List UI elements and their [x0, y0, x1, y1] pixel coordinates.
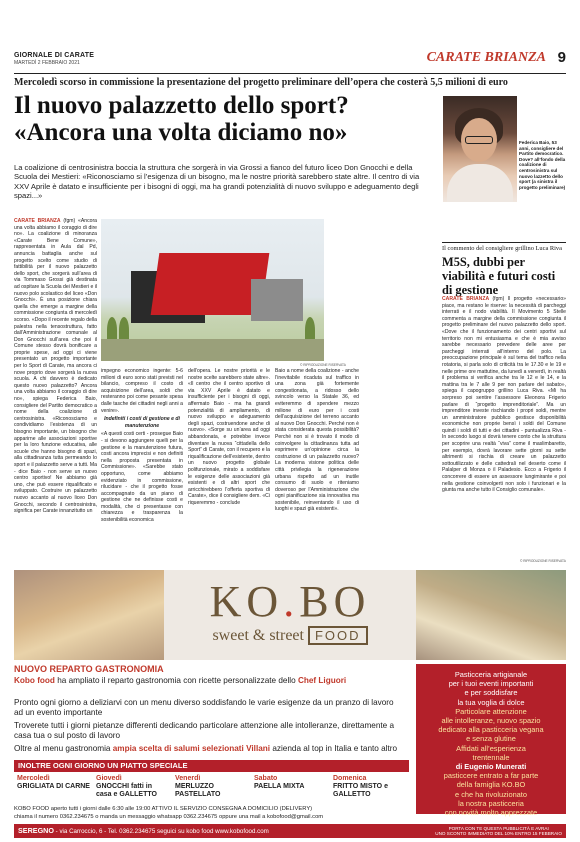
footer-discount-line-2: UNO SCONTO IMMEDIATO DEL 10% ENTRO 15 FEBBRAIO	[435, 831, 562, 837]
sidebar-title: M5S, dubbi per viabilità e futuri costi di gestione	[442, 255, 556, 297]
promo-line: e senza glutine	[466, 734, 516, 744]
sidebar-text	[442, 296, 566, 494]
dateline-tag: CARATE BRIANZA	[14, 218, 61, 224]
kobo-advertisement	[14, 570, 566, 838]
dateline-meta: (fgm)	[63, 218, 76, 224]
project-rendering	[101, 219, 324, 361]
sidebar-kicker: Il commento del consigliere grillino Luca Riva	[442, 245, 562, 252]
masthead-left	[14, 52, 94, 66]
article-lead: La coalizione di centrosinistra boccia la struttura che sorgerà in via Grossi a fianco del futuro liceo Don Gnocchi e della Scuola dei Mestieri: «Riconosciamo si l’esigenza di un bisogno, ma le nostre priorità sarebbero state altre. Il centro di via XXV Aprile è datato e insufficiente per i bisogni di oggi, ma ha grandi potenzialità di nuovo sviluppo e adeguamento degli spazi...»	[14, 163, 420, 201]
column-2-subheading: Indefiniti i costi di gestione e di manutenzione	[104, 416, 180, 429]
article-column-1	[14, 218, 97, 563]
ad-p1-text: ha ampliato il reparto gastronomia con ricette personalizzate dello	[54, 676, 298, 685]
daily-special	[251, 773, 330, 805]
promo-line: con novità molto apprezzate	[444, 808, 538, 818]
masthead	[14, 49, 566, 74]
masthead-rule	[14, 73, 566, 74]
sidebar-dateline-tag: CARATE BRIANZA	[442, 296, 490, 302]
promo-line: la tua voglia di dolce	[457, 697, 525, 707]
promo-line: e per soddisfare	[464, 688, 518, 698]
section-title: CARATE BRIANZA	[426, 50, 546, 65]
special-dish: MERLUZZO PASTELLATO	[175, 783, 221, 799]
render-building-grey	[251, 279, 303, 321]
special-dish: GRIGLIATA DI CARNE	[17, 783, 90, 791]
daily-special	[330, 773, 409, 805]
ad-p4-a: Oltre al menu gastronomia	[14, 744, 113, 753]
ad-chef-name: Chef Liguori	[297, 676, 347, 685]
promo-line: Particolare attenzione	[455, 706, 527, 716]
ad-paragraph-4	[14, 744, 414, 754]
article-credit: © RIPRODUZIONE RISERVATA	[300, 363, 346, 367]
photo-caption: Federica Baio, 53 anni, consigliere del Partito democratico. Dove? all’fondo della coalizione di centrosinistra sul nuovo lazzetto dello sport (a sinistra il progetto preliminare)	[519, 140, 566, 190]
column-3-text: dell’opera. Le nostre priorità e le nostre scelte sarebbero state altre». «Il centro che il centro sportivo di via XXV Aprile è datato e insufficiente per i bisogni di oggi, affermato Baio - ma ha grandi potenzialità di ampliamento, di nuovo sviluppo e adeguamento degli spazi, costruendone anche di nuovo». «Sorge su un’area ad oggi abbandonata, e potrebbe invece diventare la nuova “cittadella dello Sport” di Carate, con il recupero e la riqualificazione dell’esistente, dentro un nuovo progetto globale polifunzionale, mirato a soddisfare le esigenze delle associazioni già esistenti e di altri sport che arricchirebbero l’offerta sportiva di Carate», dice il consigliere dem. «Ci riqueremmo - conclude	[188, 368, 270, 506]
special-day: Mercoledì	[17, 775, 50, 782]
photo-glasses	[465, 136, 493, 144]
newspaper-name: GIORNALE DI CARATE	[14, 52, 95, 59]
column-1-body: «Ancora una volta abbiamo il coraggio di dire no». La coalizione di minoranza «Carate Bene Comune», rappresentata in Aula dal Pd, annuncia battaglia anche sul progetto scelto come studio di fattibilità per il nuovo palazzetto dello sport, che sorgerà sull’area di via Tommaso Grossi già destinata ad ospitare la Scuola dei Mestieri e il nuovo polo scolastico del liceo «Don Gnocchi». È una posizione chiara quella che emerge a margine della commissione congiunta di mercoledì scorso. «Dopo il recente regalo della palestra nella tensostruttura, fatto dall’Amministrazione comunale al Don Gnocchi sull’area che poi il Comune stesso dovrà bonificare a proprie spese, ad oggi ci viene presentato un progetto importante per lo Sport di Carate, ma ancora ci nove proprio dove sorgerà la nuova scuola. A chi davvero è dedicato questo nuovo palazzetto? Ancora una volta abbiamo il coraggio di dire no», spiega Federica Baio, consigliere del Partito democratico a nome della coalizione di centrosinistra. «Riconosciamo e condividiamo l’esistenza di un bisogno importante, un bisogno che apparirne alle associazioni sportive per la loro funzione educativa, alle scuole che hanno bisogno di spazi, alla cittadinanza tutta permeando lo sport e il palazzetto serve a tutti. Ma - dice Baio - non serve un nuovo centro sportivo! Ne abbiamo già uno, che può essere riqualificato e sviluppato. Costruire un palazzetto nuovo accanto al nuovo liceo Don Gnocchi, secondo il centrosinistra, significa per Carate innanzitutto un	[14, 218, 97, 515]
ad-paragraph-2: Pronto ogni giorno a deliziarvi con un menu diverso soddisfando le varie esigenze da un pranzo di lavoro ad un evento importante	[14, 698, 394, 718]
daily-special	[14, 773, 93, 805]
sidebar-body: Il progetto «necessario» piace, ma restano le riserve: la necessità di parcheggi interrati e il nodo viabilità. Il Movimento 5 Stelle commenta a margine della commissione congiunta il progetto preliminare del nuovo palazzetto dello sport. «Dove che il funzionamento dei centri sportivi sul territorio non mi entusiasma e che è mia avviso sarebbe necessario prevedere delle aree per parcheggi interrati all’interno del polo. La preoccupazione principale è sul tema del traffico nella rotatoria, si parla solo di criticità tra le 17.30 e le 19 e nelle prime ore mattutine, da lunedì a venerdì, in realtà il problema si verifica anche tra le 12 e le 14, e la mattina tra le 7 alle 9 per non parlare del sabato», spiega il capogruppo grillino Luca Riva. «Mi ha sorpreso poi sentire l’assessore Eleonora Frigerio parlare di “progetto imprenditoriale”. Ma un imprenditore investe rischiando i propri soldi, mentre un amministratore pubblico gestisce disponibilità economiche non proprie bensì i soldi del Comune quindi i soldi di tutti e dei cittadini - puntualizza Riva - In secondo luogo si dovrà tenere conto che la struttura per scoprire una realtà “viva” come il maslimbaretto, per esempio, dovrà lavorare sette giorni su sette altrimenti si rischia di creare un palazzetto sottoutilizzato e delle cattedrali nel deserto come il Palalper di Monza o il Paladesio. Ecco a Frigerio il concorrere di essere un assessore lungimirante e poi nella gestione coinvolgerti non solo i funzionari e la giunta ma anche tutto il Consiglio comunale».	[442, 296, 566, 494]
promo-line: pasticcere entrato a far parte	[443, 771, 539, 781]
daily-special	[172, 773, 251, 805]
logo-part-a: KO	[209, 577, 284, 626]
promo-line: di Eugenio Munerati	[455, 762, 527, 772]
ad-brand-name: Kobo food	[14, 676, 55, 685]
article-headline: Il nuovo palazzetto dello sport? «Ancora una volta diciamo no»	[14, 92, 349, 146]
kobo-tagline	[14, 627, 566, 645]
portrait-photo	[443, 96, 517, 202]
ad-pastry-promo	[416, 664, 566, 818]
ad-heading: NUOVO REPARTO GASTRONOMIA	[14, 664, 164, 674]
column-4-text: Baio a nome della coalizione - anche l’inevitabile ricaduta sul traffico in una zona già fortemente congestionata, a ridosso dello svincolo verso la Statale 36, ed eviteremmo di spendere mezzo milione di euro per i costi dell’acquisizione del terreno accanto al nuovo Don Gnocchi. Perché non è stata considerata questa possibilità? Perché non si è trovato il modo di coinvolgere la cittadinanza tutta ad esprimere un’opinione circa la costruzione di un palazzetto nuovo? La moderna visione politica delle città privilegia la rigenerazione urbana rispetto ad un inutile consumo di suolo e riteniamo doveroso per l’Amministrazione che ogni pianificazione sia innovativa ma sostenibile, reinventando il uso di luoghi e spazi già esistenti».	[275, 368, 359, 513]
special-dish: FRITTO MISTO e GALLETTO	[333, 783, 388, 799]
article-column-4	[275, 368, 359, 556]
promo-line: Affidati all’esperienza	[456, 743, 526, 753]
page-number: 9	[557, 49, 566, 66]
column-2-text: impegno economico ingente: 5-6 milioni di euro sono stati previsti nel bilancio, compreso il costo di acquisizione dell’area, soldi che resteranno poi come pesante spesa dalle tasche dei cittadini negli anni a venire».	[101, 368, 183, 414]
tagline-food-box: FOOD	[308, 626, 368, 645]
special-day: Sabato	[254, 775, 278, 782]
sidebar-credit: © RIPRODUZIONE RISERVATA	[520, 559, 566, 563]
ad-paragraph-3: Troverete tutti i giorni pietanze differenti dedicando particolare attenzione alle intolleranze, direttamente a casa tua o sul posto di lavoro	[14, 721, 395, 741]
ad-p4-highlight: ampia scelta di salumi selezionati Villani	[112, 744, 271, 753]
ad-contact-info: chiama il numero 0362.234675 o manda un messaggio whatsapp 0362.234675 oppure una mail a kobofood@gmail.com	[14, 814, 324, 820]
promo-line: della famiglia KO.BO	[456, 780, 526, 790]
ad-brand-banner	[14, 570, 566, 660]
special-day: Venerdì	[175, 775, 201, 782]
ad-daily-specials	[14, 773, 409, 805]
ad-p4-b: azienda al top in Italia e tanto altro	[270, 744, 398, 753]
ad-footer-bar	[14, 824, 566, 838]
promo-line: per i tuoi eventi importanti	[448, 679, 534, 689]
sidebar-dateline-meta: (fgm)	[492, 296, 505, 302]
footer-discount	[435, 826, 562, 837]
issue-date: MARTEDÌ 2 FEBBRAIO 2021	[14, 60, 80, 66]
special-day: Domenica	[333, 775, 367, 782]
promo-line: e che ha rivoluzionato	[455, 789, 527, 799]
daily-special	[93, 773, 172, 805]
ad-opening-hours: KOBO FOOD aperto tutti i giorni dalle 6:30 alle 19:00 ATTIVO IL SERVIZIO CONSEGNA A DOMICILIO (DELIVERY)	[14, 806, 313, 812]
footer-city: SEREGNO	[18, 826, 54, 835]
special-day: Giovedì	[96, 775, 122, 782]
ad-special-strip: INOLTRE OGNI GIORNO UN PIATTO SPECIALE	[14, 760, 409, 772]
article-column-2	[101, 368, 183, 564]
promo-line: trentennale	[472, 752, 510, 762]
ad-paragraph-1	[14, 676, 404, 686]
article-kicker: Mercoledì scorso in commissione la presentazione del progetto preliminare dell’opera che costerà 5,5 milioni di euro	[14, 77, 508, 88]
footer-discount-line-1: PORTA CON TE QUESTA PUBBLICITÀ E AVRAI	[448, 826, 549, 831]
column-2-text-2: «A questi costi certi - prosegue Baio - si devono aggiungere quelli per la gestione e la manutenzione futura, costi ancora imprecisi e non definiti nella proposta presentata in Commissione». «Sarebbe stato opportuno, come abbiamo evidenziato in commissione, rilucidare - che il progetto fosse accompagnato da un piano di gestione che ne definisse costi e modalità, che ci presentasse con chiarezza e trasparenza la sostenibilità economica	[101, 431, 183, 524]
sidebar-column	[442, 296, 566, 556]
special-dish: GNOCCHI fatti in casa e GALLETTO	[96, 783, 157, 799]
logo-part-b: BO	[299, 577, 371, 626]
tagline-text: sweet & street	[212, 627, 304, 644]
article-column-3	[188, 368, 270, 564]
render-ground	[101, 339, 324, 361]
promo-line: alle intolleranze, nuovo spazio	[441, 716, 541, 726]
kobo-logo	[14, 576, 566, 627]
promo-line: Pasticceria artigianale	[454, 670, 528, 679]
promo-line: dedicato alla pasticceria vegana	[438, 725, 544, 735]
footer-address: - via Carroccio, 6 - Tel. 0362.234675 seguici su kobo food www.kobofood.com	[53, 828, 269, 835]
photo-body	[447, 164, 513, 202]
promo-line: la nostra pasticceria	[458, 798, 524, 808]
column-1-text	[14, 218, 97, 515]
special-dish: PAELLA MIXTA	[254, 783, 305, 791]
logo-dot: .	[283, 577, 300, 626]
sidebar-rule	[442, 242, 566, 243]
